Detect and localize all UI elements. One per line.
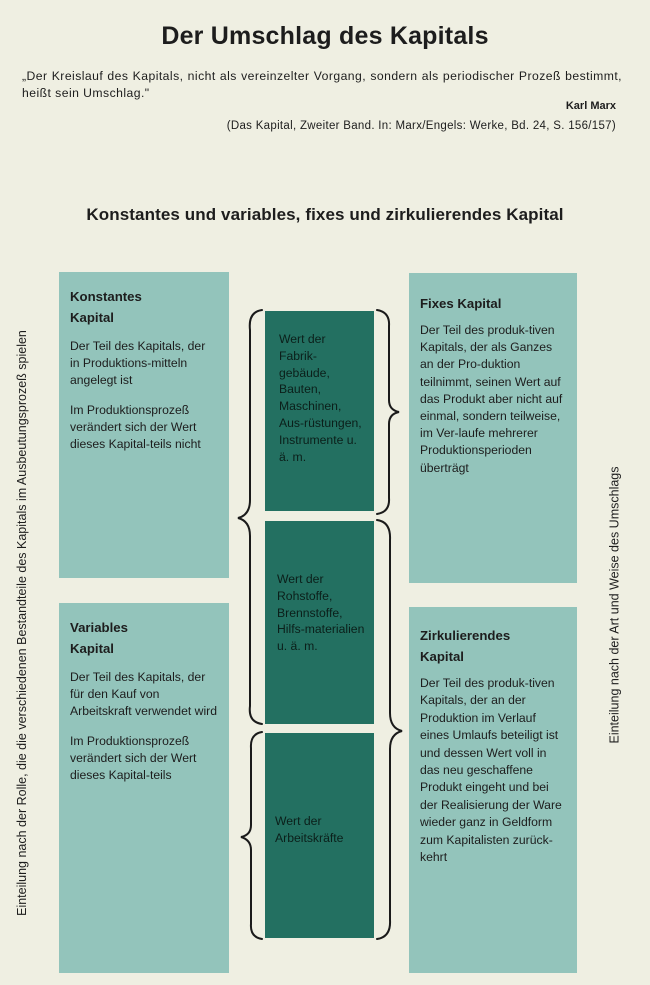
- fixed-capital-definition: Der Teil des produk-tiven Kapitals, der als Ganzes an der Pro-duktion teilnimmt, seinen Wert auf das Produkt aber nicht auf einmal, sondern teilweise, im Ver-laufe mehrerer Produktionsperioden überträgt: [420, 323, 563, 475]
- constant-capital-title-line2: Kapital: [70, 310, 114, 325]
- page-title: Der Umschlag des Kapitals: [161, 22, 489, 50]
- variable-capital-title-line1: Variables: [70, 620, 128, 635]
- labor-value-text: Wert der Arbeitskräfte: [275, 814, 344, 845]
- right-upper-brace: [377, 310, 399, 514]
- diagram-title: Konstantes und variables, fixes und zirkulierendes Kapital: [86, 205, 564, 224]
- circulating-capital-title-line2: Kapital: [420, 649, 464, 664]
- fixed-capital-title: Fixes Kapital: [420, 296, 502, 311]
- left-upper-brace: [238, 310, 262, 724]
- left-axis-label: Einteilung nach der Rolle, die die verschiedenen Bestandteile des Kapitals im Ausbeutungsprozeß spielen: [15, 330, 30, 916]
- left-lower-brace: [241, 732, 262, 939]
- circulating-capital-definition: Der Teil des produk-tiven Kapitals, der an der Produktion im Verlauf eines Umlaufs beteiligt ist und dessen Wert voll in das neu geschaffene Produkt eingeht und bei der Realisierung der Ware wieder ganz in Geldform zum Kapitalisten zurück-kehrt: [420, 676, 562, 865]
- quote-text: „Der Kreislauf des Kapitals, nicht als vereinzelter Vorgang, sondern als periodischer Prozeß bestimmt, heißt sein Umschlag.": [22, 69, 622, 100]
- materials-value-text: Wert der Rohstoffe, Brennstoffe, Hilfs-materialien u. ä. m.: [277, 572, 365, 654]
- circulating-capital-title-line1: Zirkulierendes: [420, 628, 511, 643]
- variable-capital-definition: Der Teil des Kapitals, der für den Kauf von Arbeitskraft verwendet wird: [70, 670, 217, 718]
- constant-capital-title-line1: Konstantes: [70, 289, 142, 304]
- quote-citation: (Das Kapital, Zweiter Band. In: Marx/Engels: Werke, Bd. 24, S. 156/157): [226, 120, 616, 132]
- variable-capital-title-line2: Kapital: [70, 641, 114, 656]
- quote-author: Karl Marx: [565, 100, 616, 112]
- right-lower-brace: [377, 520, 402, 939]
- constant-capital-definition: Der Teil des Kapitals, der in Produktions-mitteln angelegt ist: [70, 339, 206, 387]
- constant-capital-value-note: Im Produktionsprozeß verändert sich der Wert dieses Kapital-teils nicht: [70, 403, 201, 451]
- right-axis-label: Einteilung nach der Art und Weise des Umschlags: [607, 466, 622, 744]
- variable-capital-value-note: Im Produktionsprozeß verändert sich der Wert dieses Kapital-teils: [70, 734, 197, 782]
- buildings-value-text: Wert der Fabrik-gebäude, Bauten, Maschinen, Aus-rüstungen, Instrumente u. ä. m.: [279, 332, 362, 464]
